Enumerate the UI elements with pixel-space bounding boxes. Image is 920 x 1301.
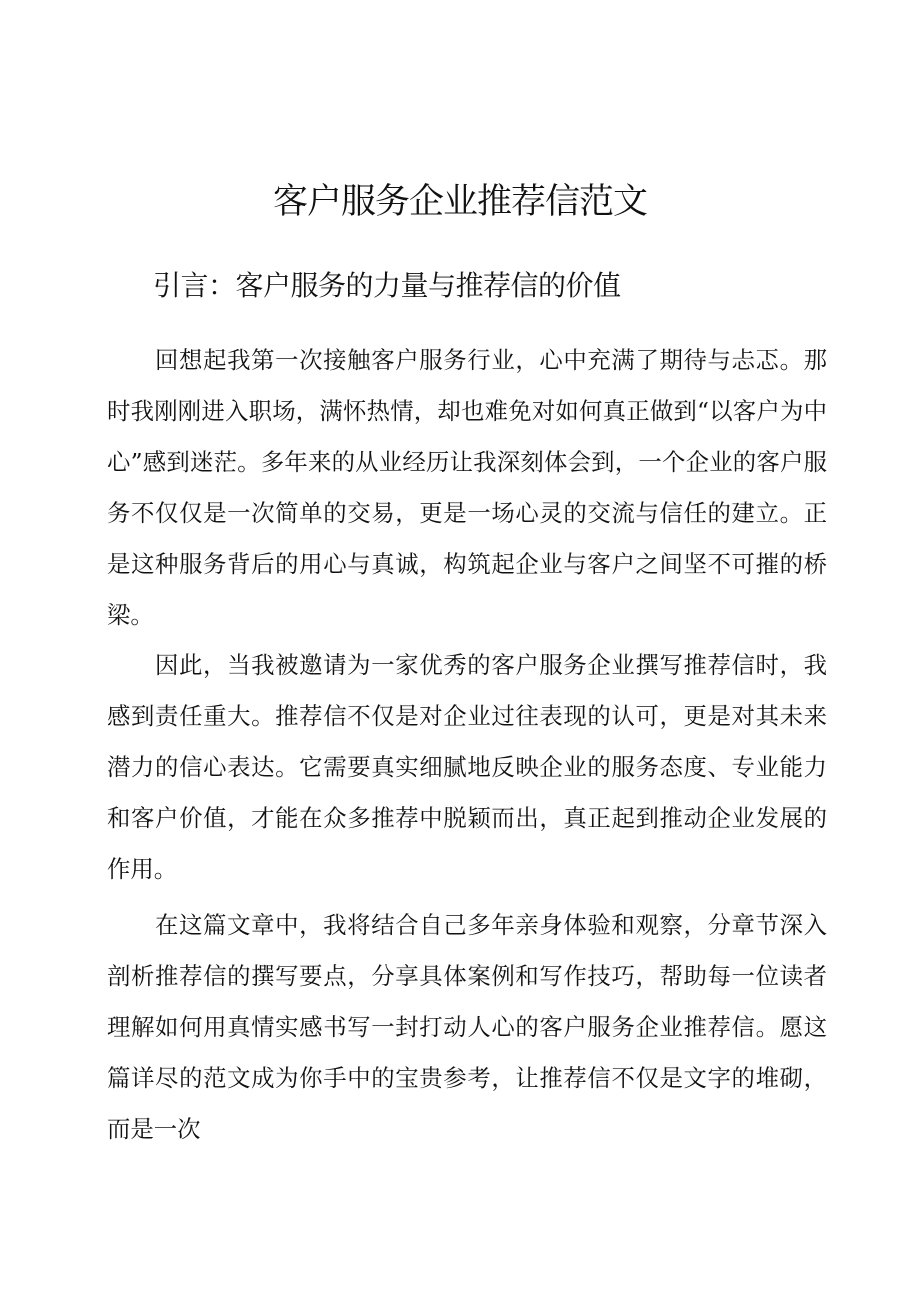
- paragraph: 因此，当我被邀请为一家优秀的客户服务企业撰写推荐信时，我感到责任重大。推荐信不仅是对企业过往表现的认可，更是对其未来潜力的信心表达。它需要真实细腻地反映企业的服务态度、专业能力和客户价值，才能在众多推荐中脱颖而出，真正起到推动企业发展的作用。: [107, 651, 827, 883]
- paragraph: 回想起我第一次接触客户服务行业，心中充满了期待与忐忑。那时我刚刚进入职场，满怀热情，却也难免对如何真正做到“以客户为中心”感到迷茫。多年来的从业经历让我深刻体会到，一个企业的客户服务不仅仅是一次简单的交易，更是一场心灵的交流与信任的建立。正是这种服务背后的用心与真诚，构筑起企业与客户之间坚不可摧的桥梁。: [107, 346, 827, 629]
- paragraph: 在这篇文章中，我将结合自己多年亲身体验和观察，分章节深入剖析推荐信的撰写要点，分享具体案例和写作技巧，帮助每一位读者理解如何用真情实感书写一封打动人心的客户服务企业推荐信。愿这篇详尽的范文成为你手中的宝贵参考，让推荐信不仅是文字的堆砌，而是一次: [107, 911, 827, 1143]
- document-title: 客户服务企业推荐信范文: [272, 182, 647, 222]
- section-heading: 引言：客户服务的力量与推荐信的价值: [153, 269, 621, 302]
